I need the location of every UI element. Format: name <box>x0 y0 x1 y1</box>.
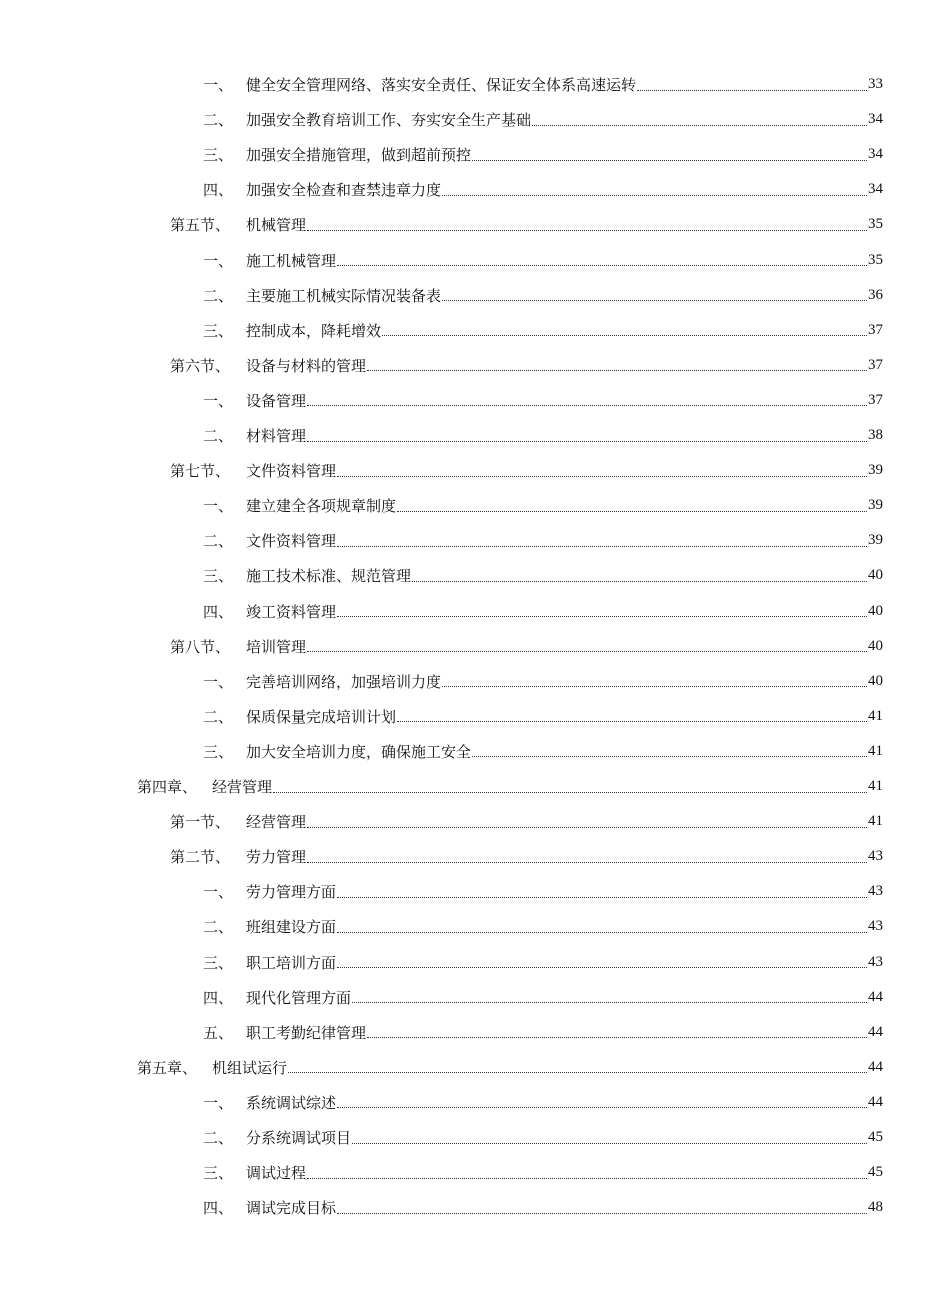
toc-entry-title: 主要施工机械实际情况装备表 <box>246 286 442 305</box>
toc-entry[interactable] <box>203 523 883 558</box>
dot-leader <box>352 1142 867 1144</box>
toc-entry-number: 第七节、 <box>170 462 231 481</box>
toc-entry-number: 一、 <box>203 672 234 691</box>
toc-entry-page-number: 39 <box>868 497 883 514</box>
toc-entry-page-number: 34 <box>868 146 883 163</box>
toc-entry-page-number: 44 <box>868 988 883 1005</box>
toc-entry[interactable] <box>203 243 883 278</box>
toc-entry[interactable] <box>170 207 883 242</box>
toc-entry-number: 第一节、 <box>170 813 231 832</box>
toc-entry-number: 二、 <box>203 1129 234 1147</box>
toc-entry-page-number: 44 <box>868 1023 883 1040</box>
toc-entry-page-number: 41 <box>868 778 883 794</box>
dot-leader <box>472 755 867 757</box>
toc-entry-page-number: 38 <box>868 427 883 443</box>
toc-entry-page-number: 40 <box>868 637 883 654</box>
toc-entry[interactable] <box>203 172 883 207</box>
toc-entry-title: 职工培训方面 <box>246 953 337 972</box>
toc-entry-page-number: 37 <box>868 356 883 373</box>
dot-leader <box>337 475 867 477</box>
toc-entry-number: 三、 <box>203 1164 234 1183</box>
toc-entry-page-number: 43 <box>868 953 883 970</box>
dot-leader <box>337 966 867 968</box>
toc-entry-number: 二、 <box>203 918 234 937</box>
toc-entry[interactable] <box>203 1015 883 1050</box>
toc-entry-title: 建立建全各项规章制度 <box>246 497 397 516</box>
toc-entry-title: 文件资料管理 <box>246 532 337 551</box>
toc-entry-page-number: 41 <box>868 813 883 830</box>
toc-entry-page-number: 41 <box>868 742 883 759</box>
toc-entry-title: 机械管理 <box>246 216 307 235</box>
toc-entry[interactable] <box>203 488 883 523</box>
toc-entry[interactable] <box>203 980 883 1015</box>
dot-leader <box>307 1177 867 1179</box>
dot-leader <box>337 1212 867 1214</box>
toc-entry-number: 一、 <box>203 1093 234 1112</box>
toc-entry-page-number: 45 <box>868 1129 883 1145</box>
toc-entry-page-number: 39 <box>868 532 883 549</box>
dot-leader <box>337 931 867 933</box>
toc-entry-title: 经营管理 <box>212 778 273 796</box>
toc-entry-page-number: 40 <box>868 672 883 689</box>
dot-leader <box>367 369 867 371</box>
toc-entry[interactable] <box>203 664 883 699</box>
toc-entry-title: 文件资料管理 <box>246 462 337 481</box>
toc-entry-page-number: 34 <box>868 181 883 198</box>
toc-entry-page-number: 37 <box>868 391 883 408</box>
dot-leader <box>307 861 867 863</box>
dot-leader <box>442 299 867 301</box>
toc-entry-page-number: 39 <box>868 462 883 479</box>
toc-entry[interactable] <box>170 348 883 383</box>
toc-entry-number: 二、 <box>203 111 234 130</box>
dot-leader <box>472 159 867 161</box>
dot-leader <box>397 510 867 512</box>
dot-leader <box>442 194 867 196</box>
toc-entry[interactable] <box>203 137 883 172</box>
toc-entry[interactable] <box>170 629 883 664</box>
toc-entry-page-number: 43 <box>868 883 883 900</box>
toc-entry[interactable] <box>203 102 883 137</box>
toc-entry-page-number: 43 <box>868 848 883 865</box>
toc-entry[interactable] <box>203 278 883 313</box>
toc-entry-page-number: 34 <box>868 111 883 128</box>
toc-entry-title: 调试完成目标 <box>246 1199 337 1218</box>
toc-entry-number: 三、 <box>203 567 234 586</box>
toc-entry-title: 劳力管理方面 <box>246 883 337 902</box>
toc-entry-page-number: 45 <box>868 1164 883 1181</box>
toc-entry[interactable] <box>203 1085 883 1120</box>
toc-entry-title: 设备管理 <box>246 391 307 410</box>
toc-entry-page-number: 36 <box>868 286 883 303</box>
toc-entry-number: 一、 <box>203 76 234 94</box>
toc-entry-title: 加强安全检查和查禁违章力度 <box>246 181 442 200</box>
toc-entry-page-number: 48 <box>868 1199 883 1216</box>
toc-entry[interactable] <box>170 453 883 488</box>
toc-entry[interactable] <box>203 1120 883 1155</box>
toc-entry[interactable] <box>203 945 883 980</box>
toc-entry-number: 第五章、 <box>137 1058 198 1077</box>
toc-entry-page-number: 35 <box>868 216 883 233</box>
toc-entry-title: 控制成本，降耗增效 <box>246 321 382 340</box>
toc-entry-title: 劳力管理 <box>246 848 307 867</box>
toc-entry[interactable] <box>203 418 883 453</box>
toc-entry-title: 完善培训网络，加强培训力度 <box>246 672 442 691</box>
toc-entry-number: 二、 <box>203 707 234 726</box>
toc-entry-number: 一、 <box>203 391 234 410</box>
dot-leader <box>307 650 867 652</box>
toc-entry-number: 四、 <box>203 988 234 1007</box>
toc-entry-title: 保质保量完成培训计划 <box>246 707 397 726</box>
toc-entry-number: 第二节、 <box>170 848 231 867</box>
toc-entry[interactable] <box>137 1050 883 1085</box>
dot-leader <box>352 1001 867 1003</box>
toc-entry-number: 四、 <box>203 181 234 200</box>
dot-leader <box>397 720 867 722</box>
toc-entry-title: 分系统调试项目 <box>246 1129 352 1147</box>
dot-leader <box>307 826 867 828</box>
toc-entry-number: 二、 <box>203 532 234 551</box>
dot-leader <box>337 1106 867 1108</box>
toc-entry-title: 职工考勤纪律管理 <box>246 1023 367 1042</box>
toc-entry-number: 三、 <box>203 742 234 761</box>
toc-entry[interactable] <box>203 67 883 102</box>
toc-entry-title: 材料管理 <box>246 427 307 445</box>
toc-entry-title: 施工机械管理 <box>246 251 337 270</box>
toc-entry-title: 调试过程 <box>246 1164 307 1183</box>
toc-entry-number: 第五节、 <box>170 216 231 235</box>
toc-entry-page-number: 40 <box>868 602 883 619</box>
toc-entry-number: 一、 <box>203 251 234 270</box>
toc-entry[interactable] <box>203 909 883 944</box>
dot-leader <box>382 334 867 336</box>
toc-entry-title: 系统调试综述 <box>246 1093 337 1112</box>
toc-entry-number: 五、 <box>203 1023 234 1042</box>
dot-leader <box>637 89 867 91</box>
toc-entry-page-number: 43 <box>868 918 883 935</box>
toc-entry-title: 加强安全措施管理，做到超前预控 <box>246 146 472 165</box>
toc-entry-number: 四、 <box>203 1199 234 1218</box>
toc-entry-number: 三、 <box>203 321 234 340</box>
toc-entry-page-number: 40 <box>868 567 883 584</box>
toc-entry-page-number: 44 <box>868 1058 883 1075</box>
dot-leader <box>442 685 867 687</box>
toc-entry-title: 施工技术标准、规范管理 <box>246 567 412 586</box>
toc-entry[interactable] <box>203 1190 883 1225</box>
toc-entry-title: 培训管理 <box>246 637 307 656</box>
toc-entry-number: 四、 <box>203 602 234 621</box>
dot-leader <box>307 440 867 442</box>
toc-entry[interactable] <box>203 734 883 769</box>
dot-leader <box>337 615 867 617</box>
toc-entry-number: 一、 <box>203 497 234 516</box>
toc-entry-number: 二、 <box>203 286 234 305</box>
toc-entry[interactable] <box>203 558 883 593</box>
toc-entry-page-number: 44 <box>868 1093 883 1110</box>
toc-entry-title: 加强安全教育培训工作、夯实安全生产基础 <box>246 111 532 130</box>
toc-entry-page-number: 35 <box>868 251 883 268</box>
toc-entry[interactable] <box>203 874 883 909</box>
dot-leader <box>532 124 867 126</box>
dot-leader <box>337 896 867 898</box>
toc-entry-title: 健全安全管理网络、落实安全责任、保证安全体系高速运转 <box>246 76 637 94</box>
toc-entry-number: 二、 <box>203 427 234 445</box>
dot-leader <box>412 580 867 582</box>
toc-entry-page-number: 37 <box>868 321 883 338</box>
toc-entry-number: 第四章、 <box>137 778 198 796</box>
dot-leader <box>288 1071 867 1073</box>
toc-entry-number: 三、 <box>203 953 234 972</box>
dot-leader <box>273 791 867 793</box>
toc-entry[interactable] <box>203 699 883 734</box>
dot-leader <box>367 1036 867 1038</box>
toc-entry-title: 班组建设方面 <box>246 918 337 937</box>
dot-leader <box>337 264 867 266</box>
toc-entry-title: 加大安全培训力度，确保施工安全 <box>246 742 472 761</box>
toc-entry-title: 竣工资料管理 <box>246 602 337 621</box>
toc-entry[interactable] <box>203 313 883 348</box>
toc-entry-title: 机组试运行 <box>212 1058 288 1077</box>
toc-entry-page-number: 41 <box>868 707 883 724</box>
toc-entry[interactable] <box>170 804 883 839</box>
toc-entry-number: 第八节、 <box>170 637 231 656</box>
toc-entry-title: 经营管理 <box>246 813 307 832</box>
toc-entry-number: 三、 <box>203 146 234 165</box>
dot-leader <box>307 404 867 406</box>
toc-entry-title: 设备与材料的管理 <box>246 356 367 375</box>
toc-entry-number: 第六节、 <box>170 356 231 375</box>
toc-entry[interactable] <box>203 1155 883 1190</box>
toc-entry-title: 现代化管理方面 <box>246 988 352 1007</box>
toc-entry[interactable] <box>137 769 883 804</box>
dot-leader <box>337 545 867 547</box>
toc-entry[interactable] <box>203 383 883 418</box>
toc-entry-number: 一、 <box>203 883 234 902</box>
dot-leader <box>307 229 867 231</box>
toc-entry-page-number: 33 <box>868 76 883 92</box>
toc-entry[interactable] <box>170 839 883 874</box>
toc-entry[interactable] <box>203 594 883 629</box>
